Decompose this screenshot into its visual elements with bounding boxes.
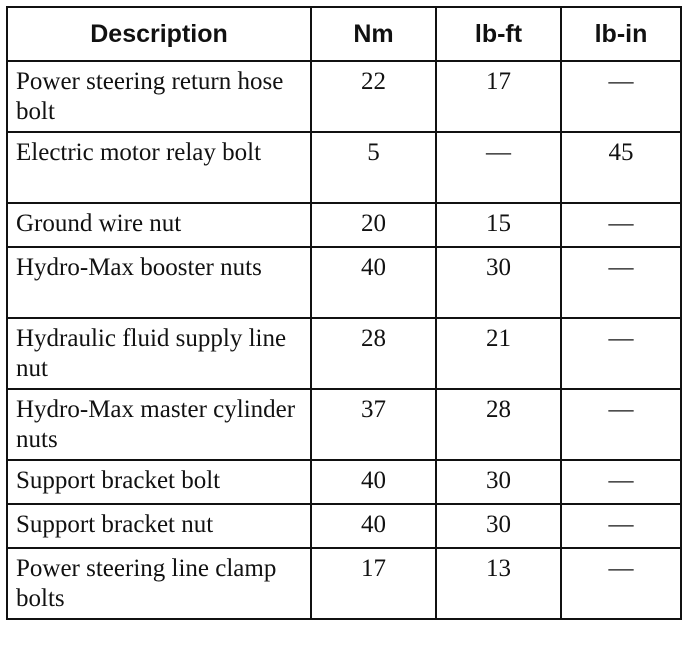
table-row <box>7 504 681 548</box>
cell-lb-in: — <box>561 548 681 619</box>
cell-lb-in: — <box>561 318 681 389</box>
torque-spec-table <box>6 6 682 620</box>
cell-lb-ft: 30 <box>436 460 561 504</box>
table-row <box>7 548 681 619</box>
table-row <box>7 132 681 203</box>
cell-lb-in: — <box>561 504 681 548</box>
header-description: Description <box>7 7 311 61</box>
cell-nm: 40 <box>311 460 436 504</box>
cell-description: Support bracket nut <box>7 504 311 548</box>
table-row <box>7 460 681 504</box>
header-lb-in: lb-in <box>561 7 681 61</box>
table-row <box>7 247 681 318</box>
cell-nm: 20 <box>311 203 436 247</box>
cell-lb-in: — <box>561 61 681 132</box>
cell-lb-ft: 15 <box>436 203 561 247</box>
cell-lb-in: — <box>561 389 681 460</box>
cell-description: Electric motor relay bolt <box>7 132 311 203</box>
cell-lb-ft: 21 <box>436 318 561 389</box>
header-nm: Nm <box>311 7 436 61</box>
cell-lb-ft: 30 <box>436 504 561 548</box>
table-row <box>7 203 681 247</box>
cell-description: Hydro-Max master cylinder nuts <box>7 389 311 460</box>
table-row <box>7 389 681 460</box>
cell-nm: 40 <box>311 504 436 548</box>
cell-nm: 37 <box>311 389 436 460</box>
cell-lb-ft: 30 <box>436 247 561 318</box>
table-row <box>7 318 681 389</box>
cell-description: Power steering return hose bolt <box>7 61 311 132</box>
cell-nm: 40 <box>311 247 436 318</box>
table-header-row <box>7 7 681 61</box>
cell-nm: 5 <box>311 132 436 203</box>
header-lb-ft: lb-ft <box>436 7 561 61</box>
cell-lb-in: — <box>561 247 681 318</box>
cell-nm: 17 <box>311 548 436 619</box>
cell-lb-in: — <box>561 203 681 247</box>
cell-description: Ground wire nut <box>7 203 311 247</box>
cell-nm: 28 <box>311 318 436 389</box>
cell-lb-in: — <box>561 460 681 504</box>
cell-nm: 22 <box>311 61 436 132</box>
cell-lb-ft: 28 <box>436 389 561 460</box>
cell-lb-ft: — <box>436 132 561 203</box>
cell-lb-ft: 13 <box>436 548 561 619</box>
cell-description: Hydraulic fluid supply line nut <box>7 318 311 389</box>
cell-lb-ft: 17 <box>436 61 561 132</box>
table-row <box>7 61 681 132</box>
cell-description: Support bracket bolt <box>7 460 311 504</box>
cell-description: Power steering line clamp bolts <box>7 548 311 619</box>
cell-lb-in: 45 <box>561 132 681 203</box>
cell-description: Hydro-Max booster nuts <box>7 247 311 318</box>
